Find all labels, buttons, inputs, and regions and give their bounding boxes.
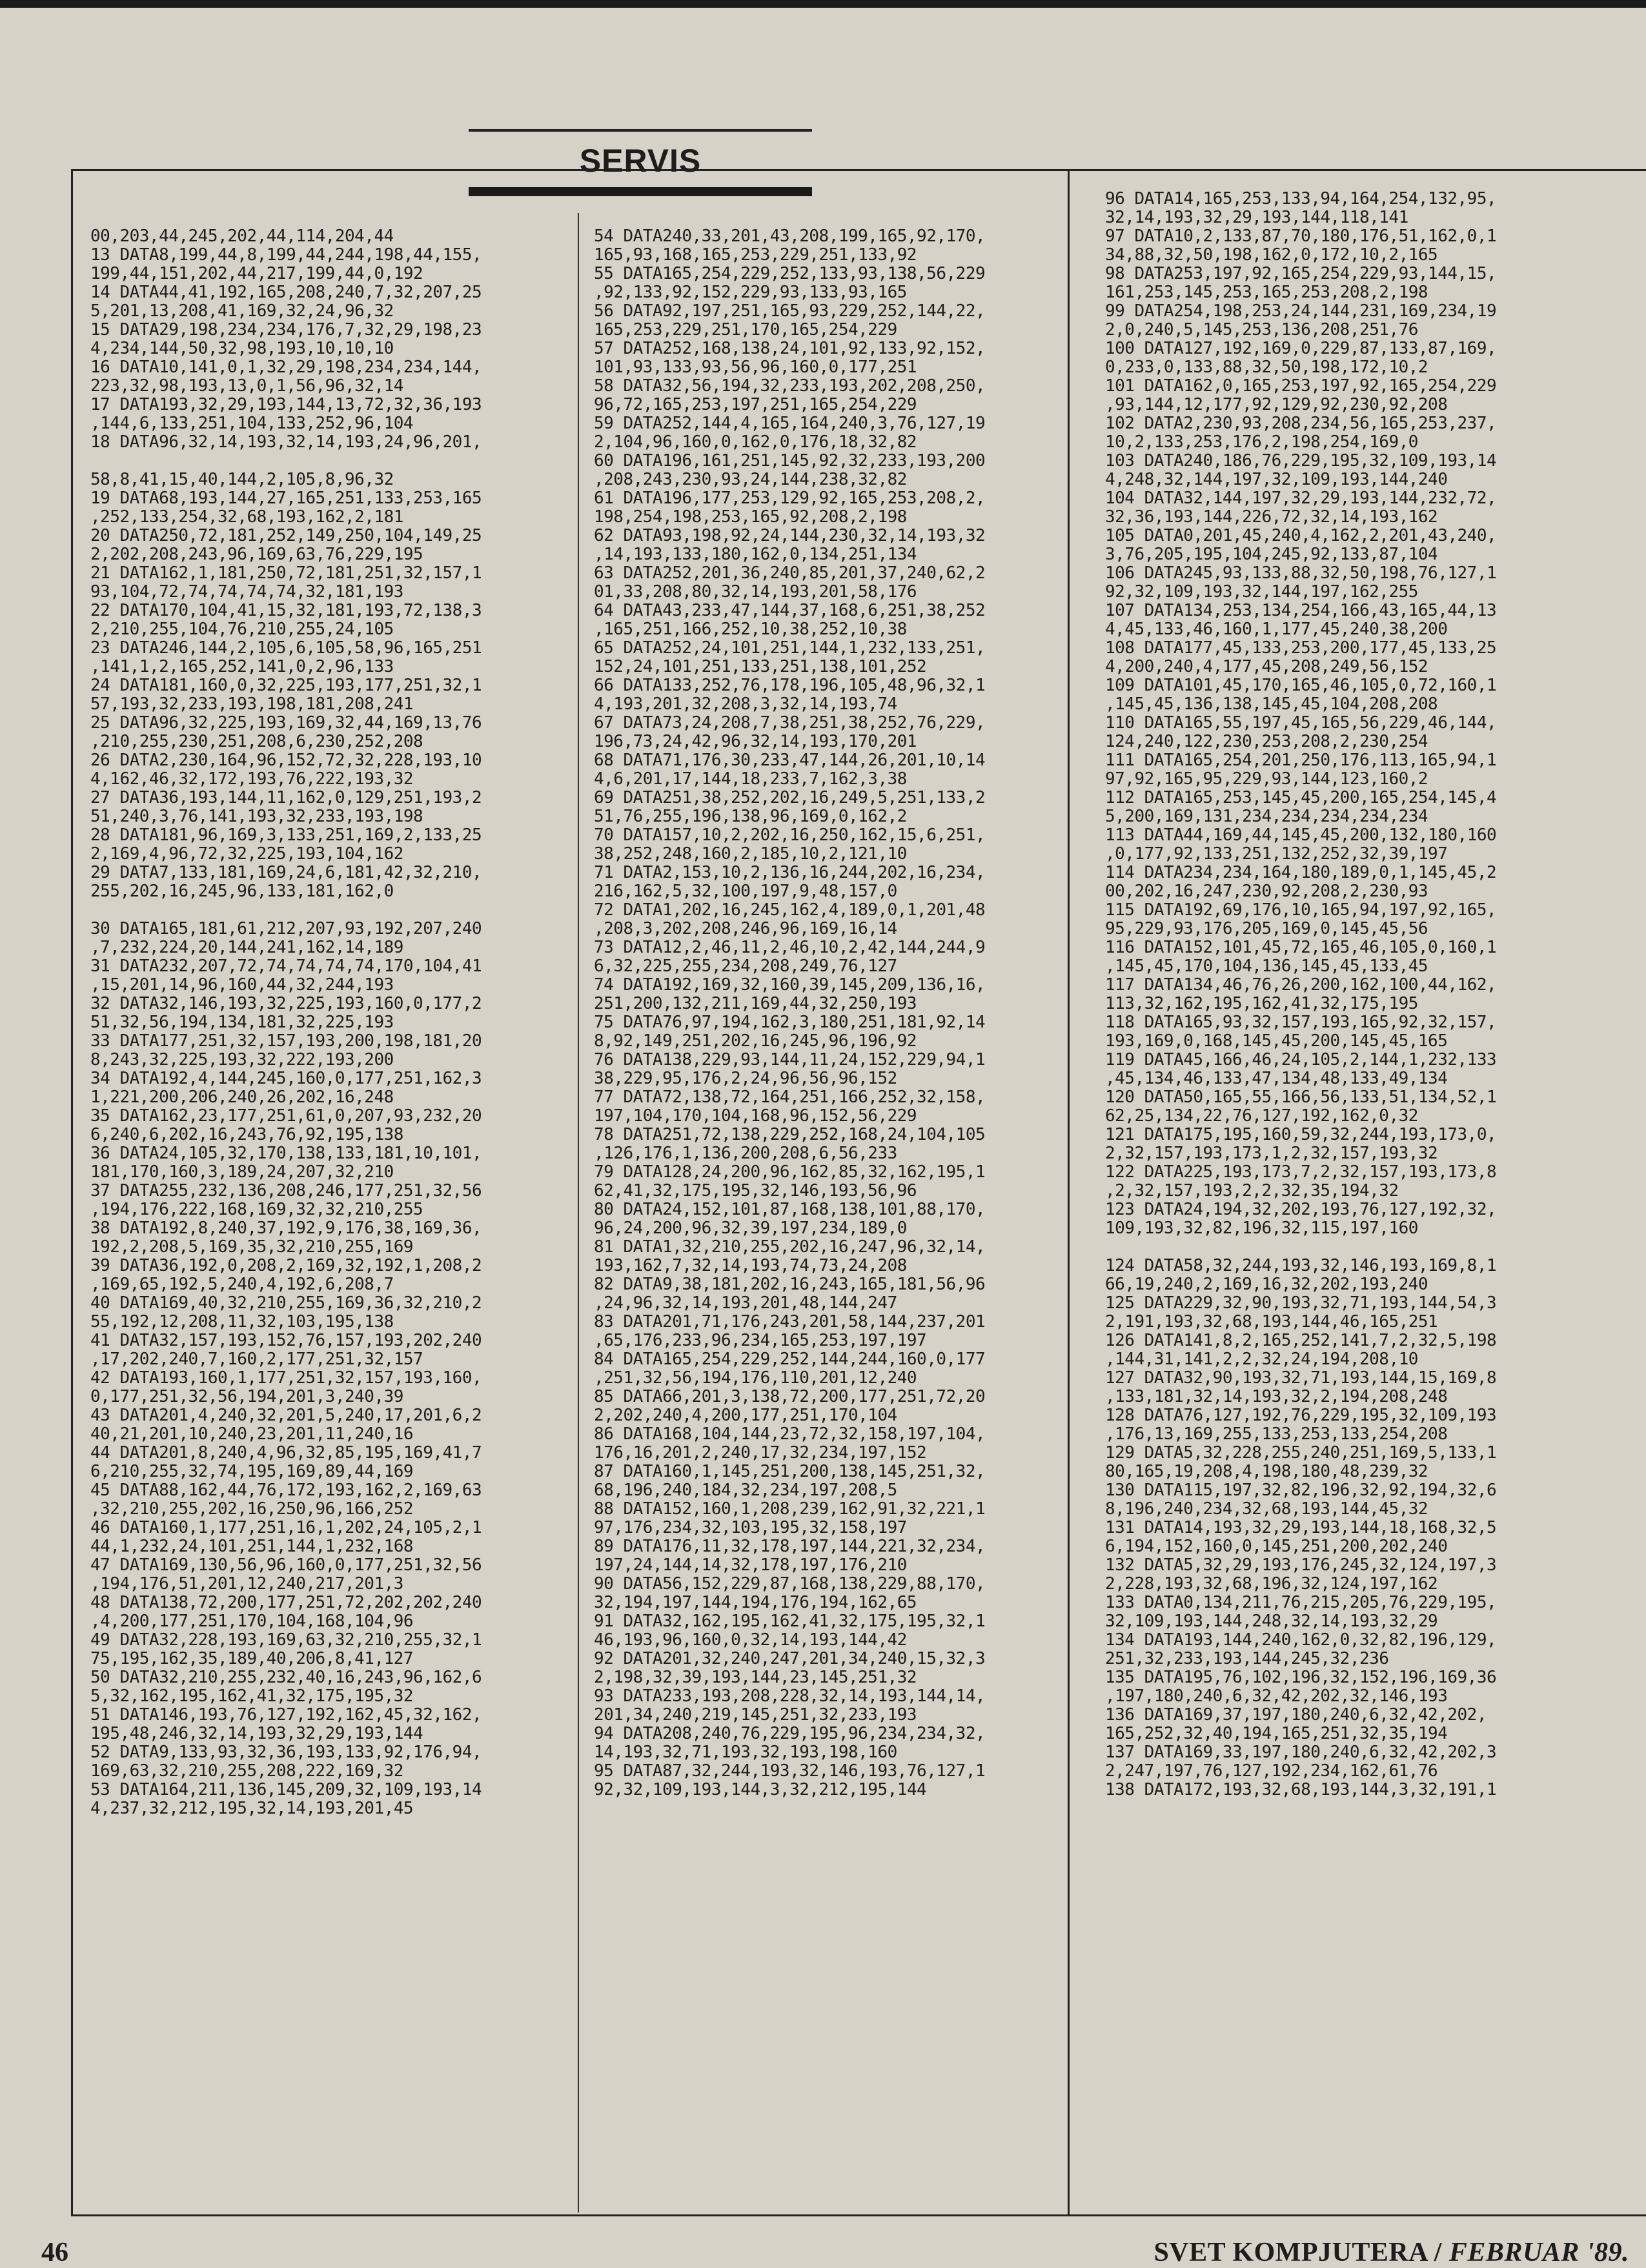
listing-line: 193,162,7,32,14,193,74,73,24,208 <box>594 1256 907 1275</box>
listing-line: 90 DATA56,152,229,87,168,138,229,88,170, <box>594 1574 986 1594</box>
listing-line: 73 DATA12,2,46,11,2,46,10,2,42,144,244,9 <box>594 938 986 957</box>
listing-line: 126 DATA141,8,2,165,252,141,7,2,32,5,198 <box>1105 1331 1497 1350</box>
listing-line: 17 DATA193,32,29,193,144,13,72,32,36,193 <box>90 395 482 414</box>
listing-line: 34,88,32,50,198,162,0,172,10,2,165 <box>1105 245 1438 265</box>
listing-line: 96,24,200,96,32,39,197,234,189,0 <box>594 1219 907 1238</box>
listing-line: 82 DATA9,38,181,202,16,243,165,181,56,96 <box>594 1275 986 1294</box>
listing-line: 99 DATA254,198,253,24,144,231,169,234,19 <box>1105 301 1497 321</box>
listing-line: ,32,210,255,202,16,250,96,166,252 <box>90 1499 414 1519</box>
listing-line: 109 DATA101,45,170,165,46,105,0,72,160,1 <box>1105 676 1497 695</box>
listing-line: 19 DATA68,193,144,27,165,251,133,253,165 <box>90 489 482 508</box>
listing-line: 60 DATA196,161,251,145,92,32,233,193,200 <box>594 451 986 471</box>
listing-line: 58 DATA32,56,194,32,233,193,202,208,250, <box>594 376 986 396</box>
listing-line: 80,165,19,208,4,198,180,48,239,32 <box>1105 1462 1428 1481</box>
listing-line: 115 DATA192,69,176,10,165,94,197,92,165, <box>1105 900 1497 920</box>
listing-line: 6,194,152,160,0,145,251,200,202,240 <box>1105 1537 1448 1556</box>
listing-line: 40,21,201,10,240,23,201,11,240,16 <box>90 1424 414 1444</box>
listing-line: 37 DATA255,232,136,208,246,177,251,32,56 <box>90 1181 482 1200</box>
listing-line: 72 DATA1,202,16,245,162,4,189,0,1,201,48 <box>594 900 986 920</box>
listing-line: 132 DATA5,32,29,193,176,245,32,124,197,3 <box>1105 1555 1497 1575</box>
listing-line: 10,2,133,253,176,2,198,254,169,0 <box>1105 432 1418 452</box>
listing-line: 197,24,144,14,32,178,197,176,210 <box>594 1555 907 1575</box>
listing-line: ,2,32,157,193,2,2,32,35,194,32 <box>1105 1181 1399 1200</box>
listing-line: 00,202,16,247,230,92,208,2,230,93 <box>1105 882 1428 901</box>
listing-line: 63 DATA252,201,36,240,85,201,37,240,62,2 <box>594 563 986 583</box>
listing-line: 122 DATA225,193,173,7,2,32,157,193,173,8 <box>1105 1162 1497 1182</box>
listing-line: 41 DATA32,157,193,152,76,157,193,202,240 <box>90 1331 482 1350</box>
listing-line <box>90 452 562 471</box>
listing-line: ,169,65,192,5,240,4,192,6,208,7 <box>90 1275 394 1294</box>
listing-line: 4,6,201,17,144,18,233,7,162,3,38 <box>594 769 907 789</box>
listing-line: ,65,176,233,96,234,165,253,197,197 <box>594 1331 927 1350</box>
listing-line: 201,34,240,219,145,251,32,233,193 <box>594 1705 917 1725</box>
listing-line: 116 DATA152,101,45,72,165,46,105,0,160,1 <box>1105 938 1497 957</box>
magazine-footer <box>1153 2237 1629 2268</box>
listing-line: 2,228,193,32,68,196,32,124,197,162 <box>1105 1574 1438 1594</box>
listing-line: 251,32,233,193,144,245,32,236 <box>1105 1649 1389 1668</box>
listing-line: ,197,180,240,6,32,42,202,32,146,193 <box>1105 1686 1448 1706</box>
listing-line: 2,32,157,193,173,1,2,32,157,193,32 <box>1105 1144 1438 1163</box>
listing-line: 2,210,255,104,76,210,255,24,105 <box>90 620 394 639</box>
listing-line: 24 DATA181,160,0,32,225,193,177,251,32,1 <box>90 676 482 695</box>
listing-line: 38,229,95,176,2,24,96,56,96,152 <box>594 1069 897 1088</box>
listing-line: 95,229,93,176,205,169,0,145,45,56 <box>1105 919 1428 938</box>
listing-line: 28 DATA181,96,169,3,133,251,169,2,133,25 <box>90 825 482 845</box>
listing-line: 130 DATA115,197,32,82,196,32,92,194,32,6 <box>1105 1481 1497 1500</box>
listing-line: 51 DATA146,193,76,127,192,162,45,32,162, <box>90 1705 482 1725</box>
listing-line: 3,76,205,195,104,245,92,133,87,104 <box>1105 545 1438 564</box>
listing-line: 87 DATA160,1,145,251,200,138,145,251,32, <box>594 1462 986 1481</box>
listing-line: 76 DATA138,229,93,144,11,24,152,229,94,1 <box>594 1050 986 1069</box>
listing-line: 176,16,201,2,240,17,32,234,197,152 <box>594 1443 927 1463</box>
listing-line: 80 DATA24,152,101,87,168,138,101,88,170, <box>594 1200 986 1219</box>
listing-column-1 <box>90 227 562 1818</box>
listing-line: 6,210,255,32,74,195,169,89,44,169 <box>90 1462 414 1481</box>
listing-line: 108 DATA177,45,133,253,200,177,45,133,25 <box>1105 638 1497 658</box>
listing-line: ,92,133,92,152,229,93,133,93,165 <box>594 283 907 302</box>
listing-line: 2,169,4,96,72,32,225,193,104,162 <box>90 844 403 864</box>
listing-line: 49 DATA32,228,193,169,63,32,210,255,32,1 <box>90 1630 482 1650</box>
listing-line: 21 DATA162,1,181,250,72,181,251,32,157,1 <box>90 563 482 583</box>
listing-line: 111 DATA165,254,201,250,176,113,165,94,1 <box>1105 751 1497 770</box>
listing-line: 23 DATA246,144,2,105,6,105,58,96,165,251 <box>90 638 482 658</box>
listing-line: 6,240,6,202,16,243,76,92,195,138 <box>90 1125 403 1144</box>
listing-line: 251,200,132,211,169,44,32,250,193 <box>594 994 917 1013</box>
listing-line: 40 DATA169,40,32,210,255,169,36,32,210,2 <box>90 1293 482 1313</box>
listing-line: 113 DATA44,169,44,145,45,200,132,180,160 <box>1105 825 1497 845</box>
listing-line: ,15,201,14,96,160,44,32,244,193 <box>90 975 394 995</box>
listing-line: 57,193,32,233,193,198,181,208,241 <box>90 694 414 714</box>
listing-line: ,7,232,224,20,144,241,162,14,189 <box>90 938 403 957</box>
listing-line: ,176,13,169,255,133,253,133,254,208 <box>1105 1424 1448 1444</box>
listing-line: 44 DATA201,8,240,4,96,32,85,195,169,41,7 <box>90 1443 482 1463</box>
listing-line: 13 DATA8,199,44,8,199,44,244,198,44,155, <box>90 245 482 265</box>
listing-line: 128 DATA76,127,192,76,229,195,32,109,193 <box>1105 1406 1497 1425</box>
listing-line: 98 DATA253,197,92,165,254,229,93,144,15, <box>1105 264 1497 283</box>
listing-line: 59 DATA252,144,4,165,164,240,3,76,127,19 <box>594 414 986 433</box>
listing-line: 42 DATA193,160,1,177,251,32,157,193,160, <box>90 1368 482 1388</box>
listing-line: 127 DATA32,90,193,32,71,193,144,15,169,8 <box>1105 1368 1497 1388</box>
listing-line: 112 DATA165,253,145,45,200,165,254,145,4 <box>1105 788 1497 807</box>
listing-line: 197,104,170,104,168,96,152,56,229 <box>594 1106 917 1126</box>
listing-line: 95 DATA87,32,244,193,32,146,193,76,127,1 <box>594 1761 986 1781</box>
listing-line: 119 DATA45,166,46,24,105,2,144,1,232,133 <box>1105 1050 1497 1069</box>
listing-line: 22 DATA170,104,41,15,32,181,193,72,138,3 <box>90 601 482 620</box>
listing-line: 4,234,144,50,32,98,193,10,10,10 <box>90 339 394 358</box>
listing-line: 89 DATA176,11,32,178,197,144,221,32,234, <box>594 1537 986 1556</box>
listing-line: 92,32,109,193,32,144,197,162,255 <box>1105 582 1418 602</box>
listing-line: 61 DATA196,177,253,129,92,165,253,208,2, <box>594 489 986 508</box>
listing-line: 68 DATA71,176,30,233,47,144,26,201,10,14 <box>594 751 986 770</box>
listing-line: 107 DATA134,253,134,254,166,43,165,44,13 <box>1105 601 1497 620</box>
listing-line: 38 DATA192,8,240,37,192,9,176,38,169,36, <box>90 1219 482 1238</box>
listing-line <box>1105 1238 1634 1257</box>
listing-line: ,126,176,1,136,200,208,6,56,233 <box>594 1144 897 1163</box>
listing-line: ,0,177,92,133,251,132,252,32,39,197 <box>1105 844 1448 864</box>
listing-line: 79 DATA128,24,200,96,162,85,32,162,195,1 <box>594 1162 986 1182</box>
listing-line: 6,32,225,255,234,208,249,76,127 <box>594 957 897 976</box>
listing-line: 131 DATA14,193,32,29,193,144,18,168,32,5 <box>1105 1518 1497 1537</box>
listing-line: 133 DATA0,134,211,76,215,205,76,229,195, <box>1105 1593 1497 1612</box>
listing-line: 5,32,162,195,162,41,32,175,195,32 <box>90 1686 414 1706</box>
listing-line: 32,109,193,144,248,32,14,193,32,29 <box>1105 1612 1438 1631</box>
listing-line: 8,196,240,234,32,68,193,144,45,32 <box>1105 1499 1428 1519</box>
listing-line: 46 DATA160,1,177,251,16,1,202,24,105,2,1 <box>90 1518 482 1537</box>
listing-line: 117 DATA134,46,76,26,200,162,100,44,162, <box>1105 975 1497 995</box>
listing-line: 18 DATA96,32,14,193,32,14,193,24,96,201, <box>90 432 482 452</box>
listing-line: 38,252,248,160,2,185,10,2,121,10 <box>594 844 907 864</box>
listing-line: 2,247,197,76,127,192,234,162,61,76 <box>1105 1761 1438 1781</box>
listing-line: ,251,32,56,194,176,110,201,12,240 <box>594 1368 917 1388</box>
listing-line: 136 DATA169,37,197,180,240,6,32,42,202, <box>1105 1705 1487 1725</box>
listing-line: 114 DATA234,234,164,180,189,0,1,145,45,2 <box>1105 863 1497 882</box>
listing-line: 16 DATA10,141,0,1,32,29,198,234,234,144, <box>90 358 482 377</box>
listing-line: ,144,6,133,251,104,133,252,96,104 <box>90 414 414 433</box>
listing-line: 51,240,3,76,141,193,32,233,193,198 <box>90 807 423 826</box>
listing-line: 44,1,232,24,101,251,144,1,232,168 <box>90 1537 414 1556</box>
listing-line: 26 DATA2,230,164,96,152,72,32,228,193,10 <box>90 751 482 770</box>
listing-line: 192,2,208,5,169,35,32,210,255,169 <box>90 1237 414 1257</box>
listing-line: 62,25,134,22,76,127,192,162,0,32 <box>1105 1106 1418 1126</box>
listing-line: 34 DATA192,4,144,245,160,0,177,251,162,3 <box>90 1069 482 1088</box>
listing-line: 58,8,41,15,40,144,2,105,8,96,32 <box>90 470 394 489</box>
listing-line: 152,24,101,251,133,251,138,101,252 <box>594 657 927 676</box>
listing-line: 57 DATA252,168,138,24,101,92,133,92,152, <box>594 339 986 358</box>
listing-line: 1,221,200,206,240,26,202,16,248 <box>90 1088 394 1107</box>
listing-line: 71 DATA2,153,10,2,136,16,244,202,16,234, <box>594 863 986 882</box>
listing-line: 105 DATA0,201,45,240,4,162,2,201,43,240, <box>1105 526 1497 545</box>
listing-line: 0,233,0,133,88,32,50,198,172,10,2 <box>1105 358 1428 377</box>
listing-line: 97,92,165,95,229,93,144,123,160,2 <box>1105 769 1428 789</box>
top-rule <box>0 0 1646 8</box>
listing-line: 104 DATA32,144,197,32,29,193,144,232,72, <box>1105 489 1497 508</box>
listing-line: 92,32,109,193,144,3,32,212,195,144 <box>594 1780 927 1799</box>
listing-line: 198,254,198,253,165,92,208,2,198 <box>594 507 907 527</box>
listing-line: 31 DATA232,207,72,74,74,74,74,170,104,41 <box>90 957 482 976</box>
listing-line: 4,193,201,32,208,3,32,14,193,74 <box>594 694 897 714</box>
listing-line: 216,162,5,32,100,197,9,48,157,0 <box>594 882 897 901</box>
listing-line: 25 DATA96,32,225,193,169,32,44,169,13,76 <box>90 713 482 733</box>
listing-line <box>90 901 562 920</box>
listing-line: 30 DATA165,181,61,212,207,93,192,207,240 <box>90 919 482 938</box>
listing-line: 165,252,32,40,194,165,251,32,35,194 <box>1105 1724 1448 1743</box>
listing-line: 161,253,145,253,165,253,208,2,198 <box>1105 283 1428 302</box>
listing-line: 181,170,160,3,189,24,207,32,210 <box>90 1162 394 1182</box>
listing-line: ,145,45,136,138,145,45,104,208,208 <box>1105 694 1438 714</box>
listing-line: 121 DATA175,195,160,59,32,244,193,173,0, <box>1105 1125 1497 1144</box>
listing-line: 193,169,0,168,145,45,200,145,45,165 <box>1105 1031 1448 1051</box>
listing-line: 15 DATA29,198,234,234,176,7,32,29,198,23 <box>90 320 482 339</box>
listing-line: 100 DATA127,192,169,0,229,87,133,87,169, <box>1105 339 1497 358</box>
listing-line: 129 DATA5,32,228,255,240,251,169,5,133,1 <box>1105 1443 1497 1463</box>
listing-line: ,165,251,166,252,10,38,252,10,38 <box>594 620 907 639</box>
listing-line: ,133,181,32,14,193,32,2,194,208,248 <box>1105 1387 1448 1406</box>
listing-line: 86 DATA168,104,144,23,72,32,158,197,104, <box>594 1424 986 1444</box>
listing-line: 2,0,240,5,145,253,136,208,251,76 <box>1105 320 1418 339</box>
listing-line: ,24,96,32,14,193,201,48,144,247 <box>594 1293 897 1313</box>
listing-line: 106 DATA245,93,133,88,32,50,198,76,127,1 <box>1105 563 1497 583</box>
listing-line: 51,76,255,196,138,96,169,0,162,2 <box>594 807 907 826</box>
listing-line: 51,32,56,194,134,181,32,225,193 <box>90 1013 394 1032</box>
listing-line: 47 DATA169,130,56,96,160,0,177,251,32,56 <box>90 1555 482 1575</box>
listing-line: 97,176,234,32,103,195,32,158,197 <box>594 1518 907 1537</box>
listing-line: 46,193,96,160,0,32,14,193,144,42 <box>594 1630 907 1650</box>
listing-line: 124,240,122,230,253,208,2,230,254 <box>1105 732 1428 751</box>
listing-line: 35 DATA162,23,177,251,61,0,207,93,232,20 <box>90 1106 482 1126</box>
listing-line: 4,162,46,32,172,193,76,222,193,32 <box>90 769 414 789</box>
listing-line: 45 DATA88,162,44,76,172,193,162,2,169,63 <box>90 1481 482 1500</box>
listing-line: 5,200,169,131,234,234,234,234,234 <box>1105 807 1428 826</box>
listing-line: 32,194,197,144,194,176,194,162,65 <box>594 1593 917 1612</box>
listing-line: 169,63,32,210,255,208,222,169,32 <box>90 1761 403 1781</box>
listing-line: 29 DATA7,133,181,169,24,6,181,42,32,210, <box>90 863 482 882</box>
page-number: 46 <box>41 2238 68 2267</box>
listing-line: 68,196,240,184,32,234,197,208,5 <box>594 1481 897 1500</box>
listing-line: ,4,200,177,251,170,104,168,104,96 <box>90 1612 414 1631</box>
listing-line: 101 DATA162,0,165,253,197,92,165,254,229 <box>1105 376 1497 396</box>
listing-line: 120 DATA50,165,55,166,56,133,51,134,52,1 <box>1105 1088 1497 1107</box>
listing-line: 2,202,240,4,200,177,251,170,104 <box>594 1406 897 1425</box>
listing-line: 92 DATA201,32,240,247,201,34,240,15,32,3 <box>594 1649 986 1668</box>
listing-column-2 <box>594 227 1065 1799</box>
listing-line: ,145,45,170,104,136,145,45,133,45 <box>1105 957 1428 976</box>
listing-line: 8,243,32,225,193,32,222,193,200 <box>90 1050 394 1069</box>
listing-line: 66,19,240,2,169,16,32,202,193,240 <box>1105 1275 1428 1294</box>
listing-line: 4,45,133,46,160,1,177,45,240,38,200 <box>1105 620 1448 639</box>
header-rule-bottom <box>469 187 812 196</box>
listing-line: 64 DATA43,233,47,144,37,168,6,251,38,252 <box>594 601 986 620</box>
listing-line: 14 DATA44,41,192,165,208,240,7,32,207,25 <box>90 283 482 302</box>
listing-line: 96 DATA14,165,253,133,94,164,254,132,95, <box>1105 189 1497 208</box>
listing-line: 70 DATA157,10,2,202,16,250,162,15,6,251, <box>594 825 986 845</box>
listing-line: 50 DATA32,210,255,232,40,16,243,96,162,6 <box>90 1668 482 1687</box>
listing-line: 33 DATA177,251,32,157,193,200,198,181,20 <box>90 1031 482 1051</box>
listing-line: 97 DATA10,2,133,87,70,180,176,51,162,0,1 <box>1105 227 1497 246</box>
listing-column-3 <box>1105 190 1634 1799</box>
listing-line: 101,93,133,93,56,96,160,0,177,251 <box>594 358 917 377</box>
listing-line: 94 DATA208,240,76,229,195,96,234,234,32, <box>594 1724 986 1743</box>
listing-line: ,14,193,133,180,162,0,134,251,134 <box>594 545 917 564</box>
listing-line: 85 DATA66,201,3,138,72,200,177,251,72,20 <box>594 1387 986 1406</box>
header-rule-top <box>469 129 812 132</box>
listing-line: ,208,243,230,93,24,144,238,32,82 <box>594 470 907 489</box>
listing-line: 77 DATA72,138,72,164,251,166,252,32,158, <box>594 1088 986 1107</box>
listing-line: 83 DATA201,71,176,243,201,58,144,237,201 <box>594 1312 986 1331</box>
listing-line: 118 DATA165,93,32,157,193,165,92,32,157, <box>1105 1013 1497 1032</box>
listing-line: 113,32,162,195,162,41,32,175,195 <box>1105 994 1418 1013</box>
listing-line: ,252,133,254,32,68,193,162,2,181 <box>90 507 403 527</box>
listing-line: 81 DATA1,32,210,255,202,16,247,96,32,14, <box>594 1237 986 1257</box>
listing-line: 55,192,12,208,11,32,103,195,138 <box>90 1312 394 1331</box>
listing-line: 5,201,13,208,41,169,32,24,96,32 <box>90 301 394 321</box>
listing-line: ,45,134,46,133,47,134,48,133,49,134 <box>1105 1069 1448 1088</box>
listing-line: 55 DATA165,254,229,252,133,93,138,56,229 <box>594 264 986 283</box>
magazine-issue: FEBRUAR '89. <box>1448 2238 1629 2267</box>
listing-line: 2,198,32,39,193,144,23,145,251,32 <box>594 1668 917 1687</box>
section-title: SERVIS <box>579 143 702 179</box>
listing-line: 124 DATA58,32,244,193,32,146,193,169,8,1 <box>1105 1256 1497 1275</box>
listing-line: 53 DATA164,211,136,145,209,32,109,193,14 <box>90 1780 482 1799</box>
listing-line: 75 DATA76,97,194,162,3,180,251,181,92,14 <box>594 1013 986 1032</box>
listing-line: ,141,1,2,165,252,141,0,2,96,133 <box>90 657 394 676</box>
listing-line: 65 DATA252,24,101,251,144,1,232,133,251, <box>594 638 986 658</box>
listing-line: 123 DATA24,194,32,202,193,76,127,192,32, <box>1105 1200 1497 1219</box>
listing-line: 135 DATA195,76,102,196,32,152,196,169,36 <box>1105 1668 1497 1687</box>
listing-line: 8,92,149,251,202,16,245,96,196,92 <box>594 1031 917 1051</box>
listing-line: 74 DATA192,169,32,160,39,145,209,136,16, <box>594 975 986 995</box>
listing-line: 62,41,32,175,195,32,146,193,56,96 <box>594 1181 917 1200</box>
listing-line: 102 DATA2,230,93,208,234,56,165,253,237, <box>1105 414 1497 433</box>
listing-line: 165,93,168,165,253,229,251,133,92 <box>594 245 917 265</box>
listing-line: 43 DATA201,4,240,32,201,5,240,17,201,6,2 <box>90 1406 482 1425</box>
listing-line: 2,104,96,160,0,162,0,176,18,32,82 <box>594 432 917 452</box>
listing-line: 196,73,24,42,96,32,14,193,170,201 <box>594 732 917 751</box>
listing-line: 32,14,193,32,29,193,144,118,141 <box>1105 208 1408 227</box>
listing-line: 75,195,162,35,189,40,206,8,41,127 <box>90 1649 414 1668</box>
listing-line: 69 DATA251,38,252,202,16,249,5,251,133,2 <box>594 788 986 807</box>
listing-line: 84 DATA165,254,229,252,144,244,160,0,177 <box>594 1350 986 1369</box>
listing-line: 0,177,251,32,56,194,201,3,240,39 <box>90 1387 403 1406</box>
listing-line: 2,202,208,243,96,169,63,76,229,195 <box>90 545 423 564</box>
listing-line: 199,44,151,202,44,217,199,44,0,192 <box>90 264 423 283</box>
listing-line: 27 DATA36,193,144,11,162,0,129,251,193,2 <box>90 788 482 807</box>
listing-line: 56 DATA92,197,251,165,93,229,252,144,22, <box>594 301 986 321</box>
listing-line: 4,200,240,4,177,45,208,249,56,152 <box>1105 657 1428 676</box>
listing-line: ,194,176,51,201,12,240,217,201,3 <box>90 1574 403 1594</box>
listing-line: 4,237,32,212,195,32,14,193,201,45 <box>90 1799 414 1818</box>
listing-line: 62 DATA93,198,92,24,144,230,32,14,193,32 <box>594 526 986 545</box>
listing-line: 39 DATA36,192,0,208,2,169,32,192,1,208,2 <box>90 1256 482 1275</box>
listing-line: 48 DATA138,72,200,177,251,72,202,202,240 <box>90 1593 482 1612</box>
listing-line: 36 DATA24,105,32,170,138,133,181,10,101, <box>90 1144 482 1163</box>
listing-line: 195,48,246,32,14,193,32,29,193,144 <box>90 1724 423 1743</box>
listing-line: 2,191,193,32,68,193,144,46,165,251 <box>1105 1312 1438 1331</box>
listing-line: 223,32,98,193,13,0,1,56,96,32,14 <box>90 376 403 396</box>
listing-line: ,144,31,141,2,2,32,24,194,208,10 <box>1105 1350 1418 1369</box>
listing-line: 93 DATA233,193,208,228,32,14,193,144,14, <box>594 1686 986 1706</box>
listing-line: 96,72,165,253,197,251,165,254,229 <box>594 395 917 414</box>
listing-line: ,194,176,222,168,169,32,32,210,255 <box>90 1200 423 1219</box>
listing-line: 4,248,32,144,197,32,109,193,144,240 <box>1105 470 1448 489</box>
section-header <box>469 129 812 200</box>
listing-line: 255,202,16,245,96,133,181,162,0 <box>90 882 394 901</box>
listing-line: ,208,3,202,208,246,96,169,16,14 <box>594 919 897 938</box>
listing-line: 125 DATA229,32,90,193,32,71,193,144,54,3 <box>1105 1293 1497 1313</box>
listing-line: 32,36,193,144,226,72,32,14,193,162 <box>1105 507 1438 527</box>
listing-line: 78 DATA251,72,138,229,252,168,24,104,105 <box>594 1125 986 1144</box>
listing-line: 01,33,208,80,32,14,193,201,58,176 <box>594 582 917 602</box>
listing-line: 20 DATA250,72,181,252,149,250,104,149,25 <box>90 526 482 545</box>
listing-line: ,210,255,230,251,208,6,230,252,208 <box>90 732 423 751</box>
listing-line: 137 DATA169,33,197,180,240,6,32,42,202,3 <box>1105 1743 1497 1762</box>
listing-line: 91 DATA32,162,195,162,41,32,175,195,32,1 <box>594 1612 986 1631</box>
listing-line: 66 DATA133,252,76,178,196,105,48,96,32,1 <box>594 676 986 695</box>
listing-line: 54 DATA240,33,201,43,208,199,165,92,170, <box>594 227 986 246</box>
listing-line: 67 DATA73,24,208,7,38,251,38,252,76,229, <box>594 713 986 733</box>
listing-line: 110 DATA165,55,197,45,165,56,229,46,144, <box>1105 713 1497 733</box>
listing-line: 109,193,32,82,196,32,115,197,160 <box>1105 1219 1418 1238</box>
listing-line: 14,193,32,71,193,32,193,198,160 <box>594 1743 897 1762</box>
listing-line: ,93,144,12,177,92,129,92,230,92,208 <box>1105 395 1448 414</box>
listing-line: 52 DATA9,133,93,32,36,193,133,92,176,94, <box>90 1743 482 1762</box>
magazine-name: SVET KOMPJUTERA / <box>1153 2238 1449 2267</box>
column-divider <box>578 213 579 2212</box>
listing-line: 32 DATA32,146,193,32,225,193,160,0,177,2 <box>90 994 482 1013</box>
listing-line: 138 DATA172,193,32,68,193,144,3,32,191,1 <box>1105 1780 1497 1799</box>
listing-line: ,17,202,240,7,160,2,177,251,32,157 <box>90 1350 423 1369</box>
listing-line: 103 DATA240,186,76,229,195,32,109,193,14 <box>1105 451 1497 471</box>
listing-line: 165,253,229,251,170,165,254,229 <box>594 320 897 339</box>
listing-line: 134 DATA193,144,240,162,0,32,82,196,129, <box>1105 1630 1497 1650</box>
listing-line: 93,104,72,74,74,74,74,32,181,193 <box>90 582 403 602</box>
listing-line: 00,203,44,245,202,44,114,204,44 <box>90 227 394 246</box>
listing-line: 88 DATA152,160,1,208,239,162,91,32,221,1 <box>594 1499 986 1519</box>
